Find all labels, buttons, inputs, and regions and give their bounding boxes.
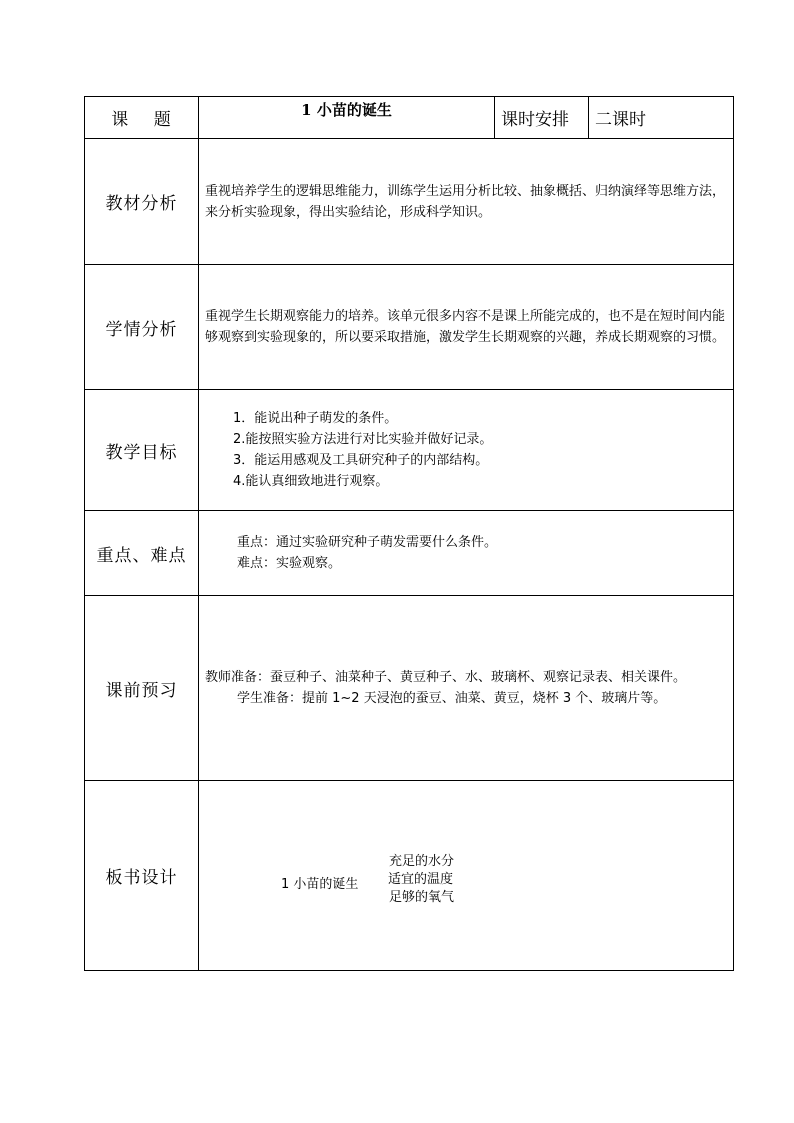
lesson-plan-sheet — [84, 96, 733, 971]
learner-label: 学情分析 — [85, 265, 199, 390]
topic-label: 课 题 — [85, 97, 199, 139]
focus-text: 重点：通过实验研究种子萌发需要什么条件。 — [237, 535, 498, 550]
preview-content — [199, 596, 734, 781]
goal-item: 4.能认真细致地进行观察。 — [233, 474, 389, 489]
topic-value: 1 小苗的诞生 — [199, 97, 495, 139]
board-conditions — [389, 853, 454, 907]
material-label: 教材分析 — [85, 139, 199, 265]
board-label: 板书设计 — [85, 781, 199, 971]
key-points-content — [199, 511, 734, 596]
lesson-plan-table — [84, 96, 734, 971]
learner-text: 重视学生长期观察能力的培养。该单元很多内容不是课上所能完成的，也不是在短时间内能够观察到实验现象的，所以要采取措施，激发学生长期观察的兴趣，养成长期观察的习惯。 — [199, 265, 734, 390]
board-row — [85, 781, 734, 971]
board-title: 1 小苗的诞生 — [281, 877, 359, 892]
preview-label: 课前预习 — [85, 596, 199, 781]
goal-item: 2.能按照实验方法进行对比实验并做好记录。 — [233, 432, 493, 447]
goals-list — [199, 390, 734, 511]
goals-row — [85, 390, 734, 511]
schedule-value: 二课时 — [589, 97, 734, 139]
board-condition-item: 适宜的温度 — [388, 872, 454, 887]
goal-item: 3．能运用感观及工具研究种子的内部结构。 — [233, 453, 489, 468]
material-row — [85, 139, 734, 265]
student-prep: 学生准备：提前 1~2 天浸泡的蚕豆、油菜、黄豆，烧杯 3 个、玻璃片等。 — [237, 691, 667, 706]
header-row — [85, 97, 734, 139]
board-content — [199, 781, 734, 971]
key-points-row — [85, 511, 734, 596]
schedule-label: 课时安排 — [495, 97, 589, 139]
board-condition-item: 充足的水分 — [389, 854, 455, 869]
board-condition-item: 足够的氧气 — [389, 890, 455, 905]
key-points-label: 重点、难点 — [85, 511, 199, 596]
learner-row — [85, 265, 734, 390]
goals-label: 教学目标 — [85, 390, 199, 511]
goal-item: 1．能说出种子萌发的条件。 — [233, 411, 398, 426]
material-text: 重视培养学生的逻辑思维能力，训练学生运用分析比较、抽象概括、归纳演绎等思维方法，来分析实验现象，得出实验结论，形成科学知识。 — [199, 139, 734, 265]
preview-row — [85, 596, 734, 781]
teacher-prep: 教师准备：蚕豆种子、油菜种子、黄豆种子、水、玻璃杯、观察记录表、相关课件。 — [205, 670, 687, 685]
difficulty-text: 难点：实验观察。 — [237, 556, 342, 571]
